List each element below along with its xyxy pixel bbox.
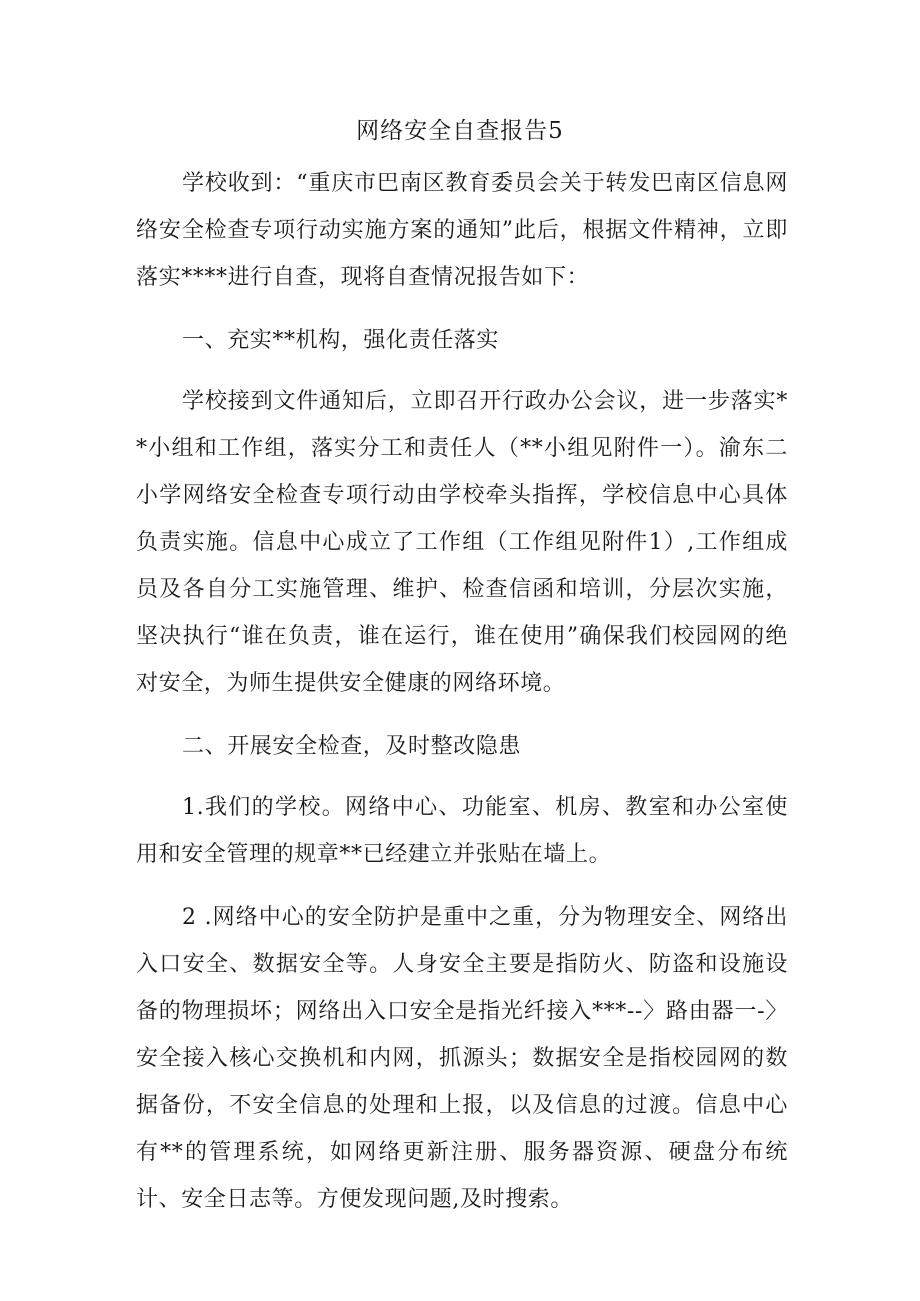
paragraph-item-2: 2 .网络中心的安全防护是重中之重，分为物理安全、网络出入口安全、数据安全等。人身安全主要是指防火、防盗和设施设备的物理损坏；网络出入口安全是指光纤接入***--〉路由器一-〉安全接入核心交换机和内网，抓源头；数据安全是指校园网的数据备份，不安全信息的处理和上报，以及信息的过渡。信息中心有**的管理系统，如网络更新注册、服务器资源、硬盘分布统计、安全日志等。方便发现问题,及时搜索。	[136, 905, 788, 1212]
paragraph-item-1: 1.我们的学校。网络中心、功能室、机房、教室和办公室使用和安全管理的规章**已经建立并张贴在墙上。	[136, 795, 788, 867]
document-title: 网络安全自查报告5	[356, 118, 564, 144]
section-heading-2: 二、开展安全检查，及时整改隐患	[182, 734, 522, 759]
paragraph-intro: 学校收到：“重庆市巴南区教育委员会关于转发巴南区信息网络安全检查专项行动实施方案的通知”此后，根据文件精神，立即落实****进行自查，现将自查情况报告如下：	[136, 171, 788, 290]
section-heading-1: 一、充实**机构，强化责任落实	[182, 328, 500, 353]
paragraph-section-1: 学校接到文件通知后，立即召开行政办公会议，进一步落实**小组和工作组，落实分工和责任人（**小组见附件一）。渝东二小学网络安全检查专项行动由学校牵头指挥，学校信息中心具体负责实施。信息中心成立了工作组（工作组见附件1）,工作组成员及各自分工实施管理、维护、检查信函和培训，分层次实施，坚决执行“谁在负责，谁在运行，谁在使用”确保我们校园网的绝对安全，为师生提供安全健康的网络环境。	[136, 389, 788, 696]
document-body	[136, 160, 788, 1239]
